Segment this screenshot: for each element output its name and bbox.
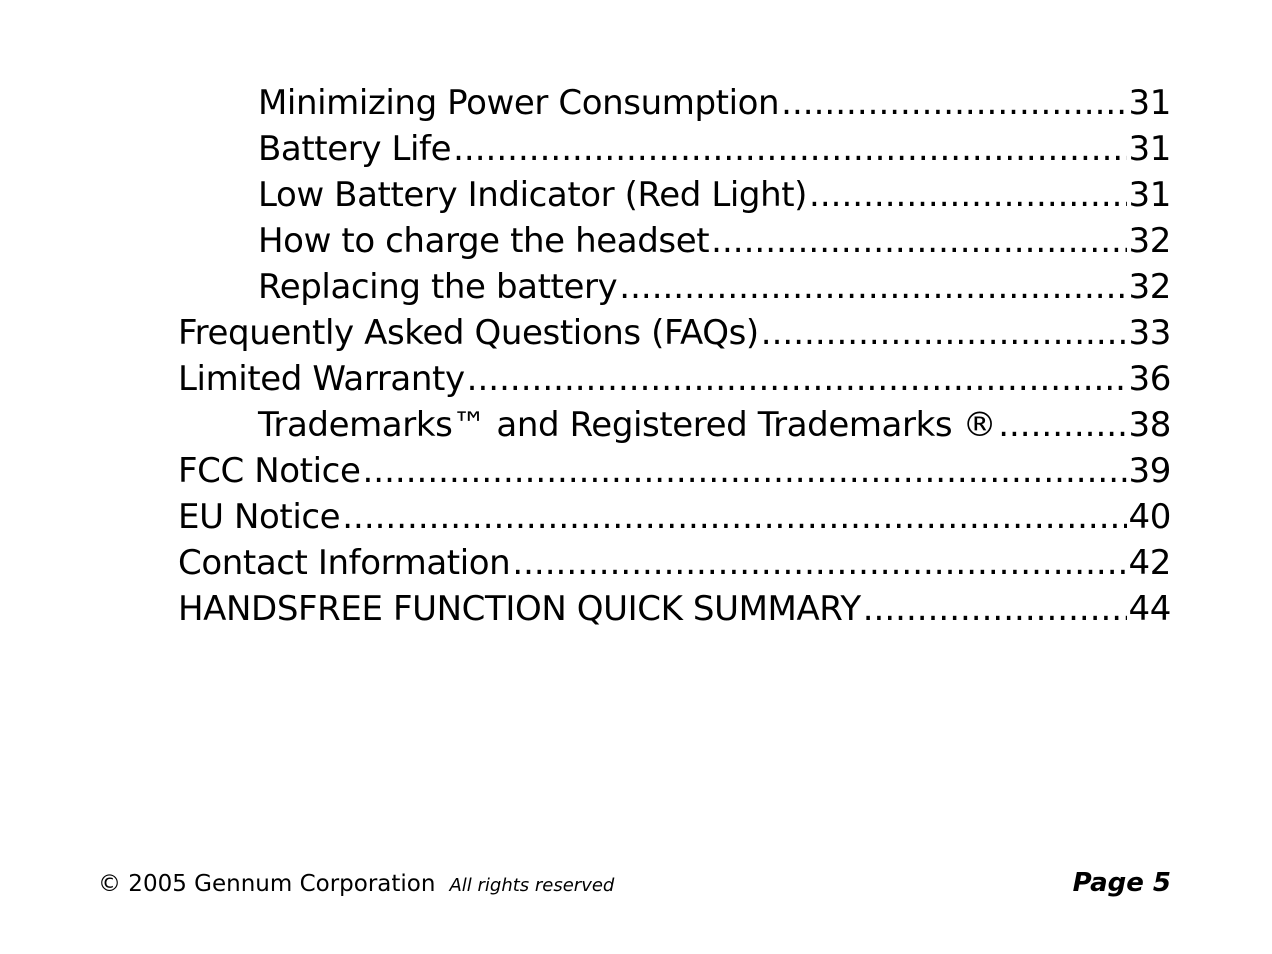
toc-entry-page: 39 [1128,451,1171,491]
toc-entry-title: Battery Life [258,129,452,169]
page-footer [98,868,1171,904]
toc-entry [178,586,1171,632]
toc-entry-title: Low Battery Indicator (Red Light) [258,175,808,215]
toc-dot-leader [342,494,1126,540]
toc-dot-leader [619,264,1126,310]
toc-entry [178,80,1171,126]
toc-dot-leader [467,356,1127,402]
toc-dot-leader [453,126,1126,172]
toc-entry-title: HANDSFREE FUNCTION QUICK SUMMARY [178,589,861,629]
toc-entry-title: Replacing the battery [258,267,618,307]
toc-entry [178,356,1171,402]
copyright-notice: © 2005 Gennum Corporation [98,871,436,897]
table-of-contents [178,80,1171,632]
toc-dot-leader [863,586,1127,632]
toc-entry-title: FCC Notice [178,451,361,491]
toc-dot-leader [711,218,1126,264]
toc-entry-page: 31 [1128,83,1171,123]
rights-reserved-note: All rights reserved [449,875,615,896]
toc-entry [178,310,1171,356]
toc-dot-leader [809,172,1126,218]
toc-dot-leader [761,310,1127,356]
toc-entry [178,494,1171,540]
toc-entry-page: 40 [1128,497,1171,537]
toc-entry-page: 32 [1128,221,1171,261]
toc-entry [178,264,1171,310]
toc-entry-title: Trademarks™ and Registered Trademarks ® [258,405,997,445]
toc-dot-leader [998,402,1126,448]
toc-entry [178,126,1171,172]
toc-entry-title: EU Notice [178,497,341,537]
toc-entry-page: 32 [1128,267,1171,307]
toc-entry-title: Contact Information [178,543,511,583]
toc-entry-page: 42 [1128,543,1171,583]
toc-entry-page: 31 [1128,175,1171,215]
toc-entry-title: Limited Warranty [178,359,465,399]
toc-entry-title: Minimizing Power Consumption [258,83,780,123]
toc-entry-page: 36 [1128,359,1171,399]
toc-entry [178,402,1171,448]
toc-entry [178,172,1171,218]
toc-entry-page: 44 [1128,589,1171,629]
toc-entry-page: 33 [1128,313,1171,353]
toc-dot-leader [512,540,1126,586]
toc-entry [178,218,1171,264]
toc-entry [178,540,1171,586]
toc-entry-page: 38 [1128,405,1171,445]
toc-entry-title: How to charge the headset [258,221,710,261]
page-number: Page 5 [1072,868,1171,898]
toc-dot-leader [362,448,1126,494]
toc-entry-page: 31 [1128,129,1171,169]
toc-entry [178,448,1171,494]
toc-entry-title: Frequently Asked Questions (FAQs) [178,313,759,353]
toc-dot-leader [781,80,1126,126]
